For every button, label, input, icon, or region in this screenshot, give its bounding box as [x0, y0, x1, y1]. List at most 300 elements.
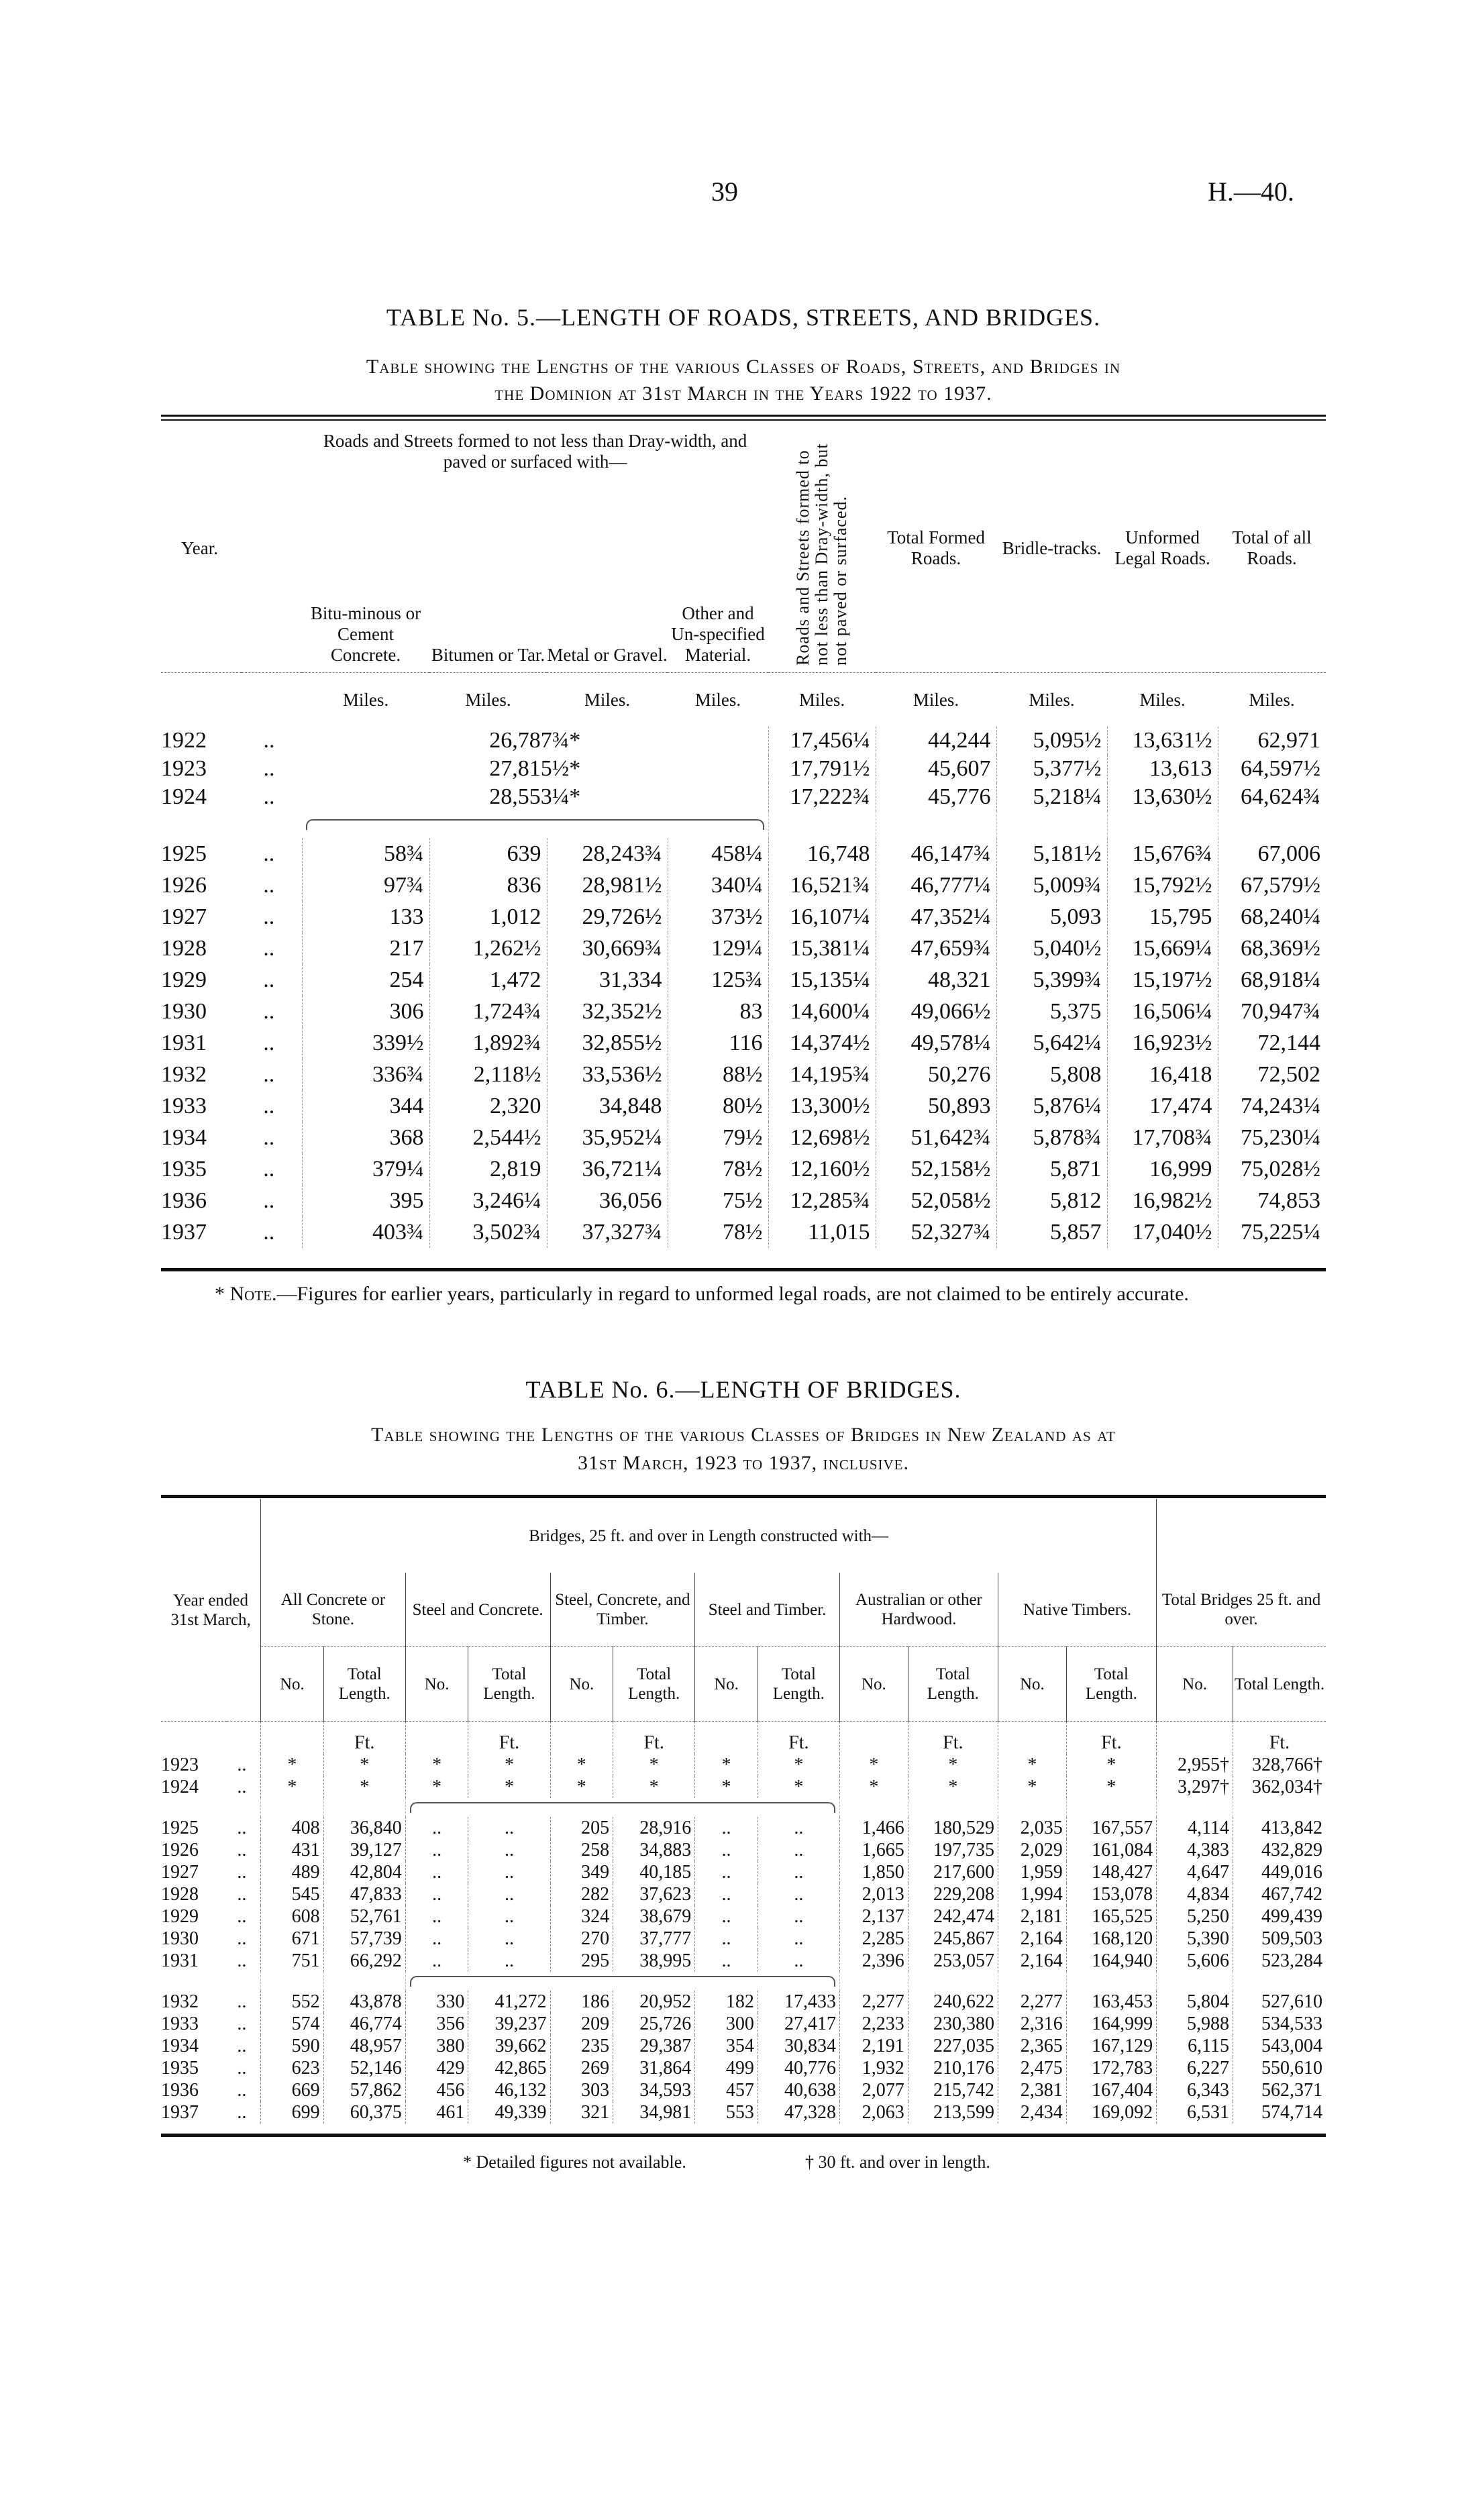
header-bitu: Bitu-minous or Cement Concrete.: [310, 603, 421, 665]
cell-year: 1931: [161, 1950, 199, 1971]
header-no: No.: [550, 1647, 613, 1722]
table6-subtitle-line2: 31st March, 1923 to 1937, inclusive.: [578, 1452, 909, 1474]
cell-total-length: 180,529: [908, 1817, 998, 1839]
ft-spacer: [839, 1722, 908, 1754]
cell-total-length: 217,600: [908, 1861, 998, 1883]
spacer-cell: [1233, 1798, 1326, 1817]
table-row: [161, 1905, 1326, 1928]
table-row: [161, 1153, 1326, 1185]
cell-total-length: 31,864: [613, 2057, 695, 2079]
cell-other: 340¼: [668, 870, 768, 901]
header-no: No.: [998, 1647, 1067, 1722]
cell-year: 1936: [161, 1188, 207, 1213]
cell-metal: 29,726½: [547, 901, 668, 933]
cell-total: 62,971: [1218, 727, 1326, 755]
cell-total: 67,579½: [1218, 870, 1326, 901]
cell-total-length: 17,433: [758, 1991, 839, 2013]
cell-number: 3,297†: [1157, 1776, 1233, 1798]
cell-number: 2,955†: [1157, 1754, 1233, 1776]
cell-total-length: 168,120: [1066, 1928, 1156, 1950]
cell-other: 80½: [668, 1090, 768, 1122]
cell-other: 129¼: [668, 933, 768, 964]
cell-year: 1933: [161, 1093, 207, 1118]
cell-total-length: 37,777: [613, 1928, 695, 1950]
cell-unformed: 15,197½: [1107, 964, 1218, 996]
cell-total-formed: 46,147¾: [876, 838, 996, 870]
cell-number: 408: [261, 1817, 324, 1839]
cell-total-length: ..: [758, 1817, 839, 1839]
cell-metal: 35,952¼: [547, 1122, 668, 1153]
cell-metal: 34,848: [547, 1090, 668, 1122]
table-row: [161, 1122, 1326, 1153]
cell-year: 1928: [161, 935, 207, 961]
unit-ft: Ft.: [613, 1722, 695, 1754]
row-dots: ..: [263, 1061, 275, 1087]
cell-total-length: 30,834: [758, 2035, 839, 2057]
cell-not-paved: 12,698½: [768, 1122, 876, 1153]
header-paved-group: Roads and Streets formed to not less than Dray-width, and paved or surfaced with—: [323, 431, 747, 472]
cell-total: 68,369½: [1218, 933, 1326, 964]
cell-number: 2,381: [998, 2079, 1067, 2101]
cell-total-length: 328,766†: [1233, 1754, 1326, 1776]
cell-number: 6,531: [1157, 2101, 1233, 2123]
ft-spacer: [998, 1722, 1067, 1754]
row-dots: ..: [263, 935, 275, 961]
cell-total: 68,918¼: [1218, 964, 1326, 996]
cell-bridle: 5,642¼: [996, 1027, 1107, 1059]
header-bridges-group: Bridges, 25 ft. and over in Length constructed with—: [261, 1499, 1157, 1573]
page-number: 39: [711, 176, 738, 207]
cell-total-length: 47,833: [323, 1883, 405, 1905]
cell-total-length: 48,957: [323, 2035, 405, 2057]
unit-miles: Miles.: [1218, 673, 1326, 727]
cell-bridle: 5,878¾: [996, 1122, 1107, 1153]
footnote-dagger: † 30 ft. and over in length.: [805, 2152, 990, 2172]
cell-total-length: *: [908, 1754, 998, 1776]
cell-total: 74,853: [1218, 1185, 1326, 1216]
cell-total: 75,225¼: [1218, 1216, 1326, 1248]
cell-bitu: 368: [302, 1122, 429, 1153]
cell-total-formed: 45,607: [876, 755, 996, 783]
table6-title: TABLE No. 6.—LENGTH OF BRIDGES.: [525, 1376, 961, 1403]
cell-bitu: 306: [302, 996, 429, 1027]
cell-number: *: [405, 1754, 468, 1776]
table-row: [161, 838, 1326, 870]
cell-total-length: ..: [468, 1861, 550, 1883]
cell-bitumen: 1,472: [429, 964, 547, 996]
spacer-cell: [161, 1972, 227, 1991]
cell-total-length: 57,862: [323, 2079, 405, 2101]
cell-total-length: 49,339: [468, 2101, 550, 2123]
cell-year: 1926: [161, 872, 207, 898]
row-dots: ..: [237, 1861, 247, 1883]
cell-number: 4,114: [1157, 1817, 1233, 1839]
cell-year: 1935: [161, 1156, 207, 1182]
cell-total-length: 34,593: [613, 2079, 695, 2101]
cell-number: 2,137: [839, 1905, 908, 1928]
cell-other: 125¾: [668, 964, 768, 996]
cell-total-length: 47,328: [758, 2101, 839, 2123]
cell-year: 1937: [161, 2101, 199, 2123]
table-row: [161, 2079, 1326, 2101]
cell-unformed: 13,630½: [1107, 783, 1218, 811]
cell-total-formed: 52,327¾: [876, 1216, 996, 1248]
cell-number: 2,035: [998, 1817, 1067, 1839]
cell-total-length: 34,883: [613, 1839, 695, 1861]
cell-bridle: 5,375: [996, 996, 1107, 1027]
cell-metal: 36,056: [547, 1185, 668, 1216]
cell-bridle: 5,399¾: [996, 964, 1107, 996]
cell-year: 1932: [161, 1061, 207, 1087]
cell-total-formed: 45,776: [876, 783, 996, 811]
unit-miles: Miles.: [1107, 673, 1218, 727]
cell-total-length: 42,865: [468, 2057, 550, 2079]
header-group-spacer: [1157, 1499, 1326, 1573]
cell-number: 1,466: [839, 1817, 908, 1839]
table-row: [161, 2101, 1326, 2123]
header-unformed: Unformed Legal Roads.: [1114, 527, 1210, 568]
cell-not-paved: 15,381¼: [768, 933, 876, 964]
cell-total-length: *: [323, 1776, 405, 1798]
cell-bitu: 403¾: [302, 1216, 429, 1248]
cell-total-length: *: [468, 1776, 550, 1798]
unit-miles: Miles.: [668, 673, 768, 727]
cell-bitumen: 639: [429, 838, 547, 870]
brace-cell: [405, 1972, 839, 1991]
cell-unformed: 17,040½: [1107, 1216, 1218, 1248]
cell-number: *: [405, 1776, 468, 1798]
unit-miles: Miles.: [996, 673, 1107, 727]
cell-bitumen: 2,118½: [429, 1059, 547, 1090]
spacer-cell: [242, 811, 302, 838]
spacer-cell: [1233, 1972, 1326, 1991]
table-row: [161, 783, 1326, 811]
cell-number: *: [261, 1776, 324, 1798]
header-total-length: Total Length.: [468, 1647, 550, 1722]
cell-number: 608: [261, 1905, 324, 1928]
cell-number: 699: [261, 2101, 324, 2123]
table-row: [161, 996, 1326, 1027]
cell-total-length: 509,503: [1233, 1928, 1326, 1950]
ft-spacer: [161, 1722, 261, 1754]
cell-total-formed: 47,659¾: [876, 933, 996, 964]
cell-total-length: *: [468, 1754, 550, 1776]
cell-unformed: 17,708¾: [1107, 1122, 1218, 1153]
unit-miles: Miles.: [302, 673, 429, 727]
spacer-cell: [839, 1972, 908, 1991]
cell-bitu: 254: [302, 964, 429, 996]
cell-total-length: ..: [468, 1817, 550, 1839]
cell-year: 1929: [161, 967, 207, 992]
cell-total-length: 210,176: [908, 2057, 998, 2079]
cell-bitu: 395: [302, 1185, 429, 1216]
spacer-cell: [1066, 1972, 1156, 1991]
cell-metal: 30,669¾: [547, 933, 668, 964]
brace-row: [161, 1798, 1326, 1817]
unit-miles: Miles.: [768, 673, 876, 727]
cell-not-paved: 14,600¼: [768, 996, 876, 1027]
cell-number: 269: [550, 2057, 613, 2079]
cell-not-paved: 17,791½: [768, 755, 876, 783]
cell-number: ..: [405, 1861, 468, 1883]
cell-bitu: 344: [302, 1090, 429, 1122]
table5-subtitle-line1: Table showing the Lengths of the various Classes of Roads, Streets, and Bridges in: [366, 356, 1121, 378]
cell-total-length: 36,840: [323, 1817, 405, 1839]
cell-number: 2,164: [998, 1928, 1067, 1950]
cell-not-paved: 13,300½: [768, 1090, 876, 1122]
cell-number: *: [695, 1754, 758, 1776]
cell-number: 2,285: [839, 1928, 908, 1950]
table-row: [161, 755, 1326, 783]
cell-total-length: *: [758, 1754, 839, 1776]
header-no: No.: [261, 1647, 324, 1722]
cell-total-length: 167,129: [1066, 2035, 1156, 2057]
cell-not-paved: 12,160½: [768, 1153, 876, 1185]
cell-year: 1931: [161, 1030, 207, 1055]
cell-total: 74,243¼: [1218, 1090, 1326, 1122]
cell-bridle: 5,218¼: [996, 783, 1107, 811]
cell-total-length: 499,439: [1233, 1905, 1326, 1928]
cell-number: 2,181: [998, 1905, 1067, 1928]
cell-other: 75½: [668, 1185, 768, 1216]
cell-number: 489: [261, 1861, 324, 1883]
table-row: [161, 870, 1326, 901]
cell-number: 2,013: [839, 1883, 908, 1905]
cell-total-length: 167,557: [1066, 1817, 1156, 1839]
cell-number: 4,383: [1157, 1839, 1233, 1861]
cell-number: 751: [261, 1950, 324, 1972]
cell-number: ..: [695, 1905, 758, 1928]
cell-combined-paved: 28,553¼*: [489, 784, 581, 809]
cell-number: 461: [405, 2101, 468, 2123]
unit-ft: Ft.: [1066, 1722, 1156, 1754]
spacer-cell: [839, 1798, 908, 1817]
cell-total-length: 245,867: [908, 1928, 998, 1950]
cell-number: 1,994: [998, 1883, 1067, 1905]
header-bridle: Bridle-tracks.: [1002, 537, 1102, 558]
cell-number: 295: [550, 1950, 613, 1972]
cell-year: 1925: [161, 841, 207, 866]
cell-total-length: 38,995: [613, 1950, 695, 1972]
row-dots: ..: [237, 1991, 247, 2012]
cell-bitu: 133: [302, 901, 429, 933]
cell-year: 1934: [161, 1124, 207, 1150]
cell-total-length: 28,916: [613, 1817, 695, 1839]
cell-number: ..: [405, 1839, 468, 1861]
cell-number: 2,365: [998, 2035, 1067, 2057]
cell-not-paved: 17,456¼: [768, 727, 876, 755]
cell-number: 553: [695, 2101, 758, 2123]
header-class: Australian or other Hardwood.: [839, 1573, 998, 1647]
spacer-cell: [161, 1798, 227, 1817]
ft-spacer: [695, 1722, 758, 1754]
spacer-cell: [768, 811, 876, 838]
header-no: No.: [1157, 1647, 1233, 1722]
cell-unformed: 15,795: [1107, 901, 1218, 933]
header-year-ended: Year ended 31st March,: [161, 1499, 261, 1722]
row-dots: ..: [263, 784, 275, 809]
cell-total-formed: 49,066½: [876, 996, 996, 1027]
cell-year: 1932: [161, 1991, 199, 2012]
cell-year: 1929: [161, 1905, 199, 1927]
cell-not-paved: 17,222¾: [768, 783, 876, 811]
table-row: [161, 1027, 1326, 1059]
cell-total-formed: 46,777¼: [876, 870, 996, 901]
cell-number: 623: [261, 2057, 324, 2079]
header-no: No.: [839, 1647, 908, 1722]
cell-total-length: 20,952: [613, 1991, 695, 2013]
cell-number: 2,277: [839, 1991, 908, 2013]
cell-number: *: [998, 1776, 1067, 1798]
cell-metal: 32,352½: [547, 996, 668, 1027]
cell-total-length: ..: [758, 1950, 839, 1972]
cell-total-length: *: [1066, 1754, 1156, 1776]
cell-number: 2,277: [998, 1991, 1067, 2013]
row-dots: ..: [263, 1188, 275, 1213]
cell-total-length: *: [758, 1776, 839, 1798]
cell-number: 5,606: [1157, 1950, 1233, 1972]
cell-total: 72,502: [1218, 1059, 1326, 1090]
cell-number: 5,988: [1157, 2013, 1233, 2035]
cell-not-paved: 16,748: [768, 838, 876, 870]
cell-number: 5,804: [1157, 1991, 1233, 2013]
cell-total-length: *: [1066, 1776, 1156, 1798]
footnote-star: * Detailed figures not available.: [463, 2152, 686, 2172]
unit-ft: Ft.: [908, 1722, 998, 1754]
cell-bridle: 5,808: [996, 1059, 1107, 1090]
cell-bridle: 5,812: [996, 1185, 1107, 1216]
cell-total-length: 39,662: [468, 2035, 550, 2057]
cell-total-length: 449,016: [1233, 1861, 1326, 1883]
cell-total-length: 523,284: [1233, 1950, 1326, 1972]
cell-other: 78½: [668, 1153, 768, 1185]
cell-total-length: 169,092: [1066, 2101, 1156, 2123]
cell-number: ..: [695, 1928, 758, 1950]
cell-total-formed: 52,158½: [876, 1153, 996, 1185]
cell-number: 552: [261, 1991, 324, 2013]
cell-other: 458¼: [668, 838, 768, 870]
cell-total-length: 362,034†: [1233, 1776, 1326, 1798]
cell-other: 116: [668, 1027, 768, 1059]
cell-total-length: 230,380: [908, 2013, 998, 2035]
spacer-cell: [227, 1972, 261, 1991]
cell-number: 2,475: [998, 2057, 1067, 2079]
spacer-cell: [227, 1798, 261, 1817]
cell-unformed: 16,418: [1107, 1059, 1218, 1090]
cell-bridle: 5,040½: [996, 933, 1107, 964]
cell-total-length: 57,739: [323, 1928, 405, 1950]
cell-bitu: 339½: [302, 1027, 429, 1059]
cell-total-length: *: [613, 1754, 695, 1776]
cell-total-length: ..: [758, 1861, 839, 1883]
row-dots: ..: [263, 728, 275, 753]
row-dots: ..: [263, 1093, 275, 1118]
cell-bitumen: 2,320: [429, 1090, 547, 1122]
cell-year: 1923: [161, 1754, 199, 1775]
cell-other: 79½: [668, 1122, 768, 1153]
cell-number: *: [839, 1776, 908, 1798]
cell-bitu: 379¼: [302, 1153, 429, 1185]
cell-number: ..: [405, 1817, 468, 1839]
spacer-cell: [1218, 811, 1326, 838]
cell-number: 186: [550, 1991, 613, 2013]
cell-number: 456: [405, 2079, 468, 2101]
cell-number: ..: [405, 1905, 468, 1928]
cell-total-length: 161,084: [1066, 1839, 1156, 1861]
cell-bridle: 5,093: [996, 901, 1107, 933]
cell-total-length: 37,623: [613, 1883, 695, 1905]
cell-total-length: 172,783: [1066, 2057, 1156, 2079]
ft-spacer: [405, 1722, 468, 1754]
table6-top-rule: [161, 1495, 1326, 1498]
table5-top-rule: [161, 415, 1326, 421]
ft-spacer: [261, 1722, 324, 1754]
header-other: Other and Un-specified Material.: [671, 603, 765, 665]
table-row: [161, 727, 1326, 755]
cell-year: 1930: [161, 1928, 199, 1949]
units-spacer: [161, 673, 302, 727]
spacer-cell: [996, 811, 1107, 838]
cell-metal: 28,981½: [547, 870, 668, 901]
spacer-cell: [908, 1972, 998, 1991]
table-row: [161, 1185, 1326, 1216]
table-row: [161, 1883, 1326, 1905]
cell-total-length: 165,525: [1066, 1905, 1156, 1928]
cell-total-formed: 44,244: [876, 727, 996, 755]
row-dots: ..: [263, 967, 275, 992]
header-class: Steel and Concrete.: [405, 1573, 550, 1647]
cell-year: 1926: [161, 1839, 199, 1860]
row-year: 1923: [161, 756, 207, 781]
cell-total: 64,624¾: [1218, 783, 1326, 811]
spacer-cell: [323, 1798, 405, 1817]
cell-metal: 28,243¾: [547, 838, 668, 870]
cell-total-length: 46,132: [468, 2079, 550, 2101]
cell-bitu: 217: [302, 933, 429, 964]
cell-total-length: 148,427: [1066, 1861, 1156, 1883]
cell-bitumen: 2,819: [429, 1153, 547, 1185]
cell-number: 6,227: [1157, 2057, 1233, 2079]
cell-total-length: ..: [758, 1839, 839, 1861]
cell-year: 1933: [161, 2013, 199, 2034]
table-row: [161, 1090, 1326, 1122]
row-dots: ..: [263, 998, 275, 1024]
cell-bitumen: 836: [429, 870, 547, 901]
cell-metal: 36,721¼: [547, 1153, 668, 1185]
row-dots: ..: [237, 1928, 247, 1949]
header-total-length: Total Length.: [613, 1647, 695, 1722]
ft-spacer: [1157, 1722, 1233, 1754]
cell-total-length: 163,453: [1066, 1991, 1156, 2013]
cell-not-paved: 11,015: [768, 1216, 876, 1248]
row-dots: ..: [263, 1219, 275, 1245]
cell-total-formed: 51,642¾: [876, 1122, 996, 1153]
cell-unformed: 15,669¼: [1107, 933, 1218, 964]
header-total-length: Total Length.: [1233, 1647, 1326, 1722]
cell-total-length: 34,981: [613, 2101, 695, 2123]
cell-number: ..: [405, 1950, 468, 1972]
cell-total-length: 43,878: [323, 1991, 405, 2013]
cell-total-length: 227,035: [908, 2035, 998, 2057]
unit-ft: Ft.: [1233, 1722, 1326, 1754]
cell-number: 2,164: [998, 1950, 1067, 1972]
cell-year: 1924: [161, 1776, 199, 1797]
table-row: [161, 964, 1326, 996]
spacer-cell: [323, 1972, 405, 1991]
cell-number: ..: [695, 1950, 758, 1972]
cell-year: 1937: [161, 1219, 207, 1245]
table6-subtitle-line1: Table showing the Lengths of the various Classes of Bridges in New Zealand as at: [371, 1424, 1116, 1446]
